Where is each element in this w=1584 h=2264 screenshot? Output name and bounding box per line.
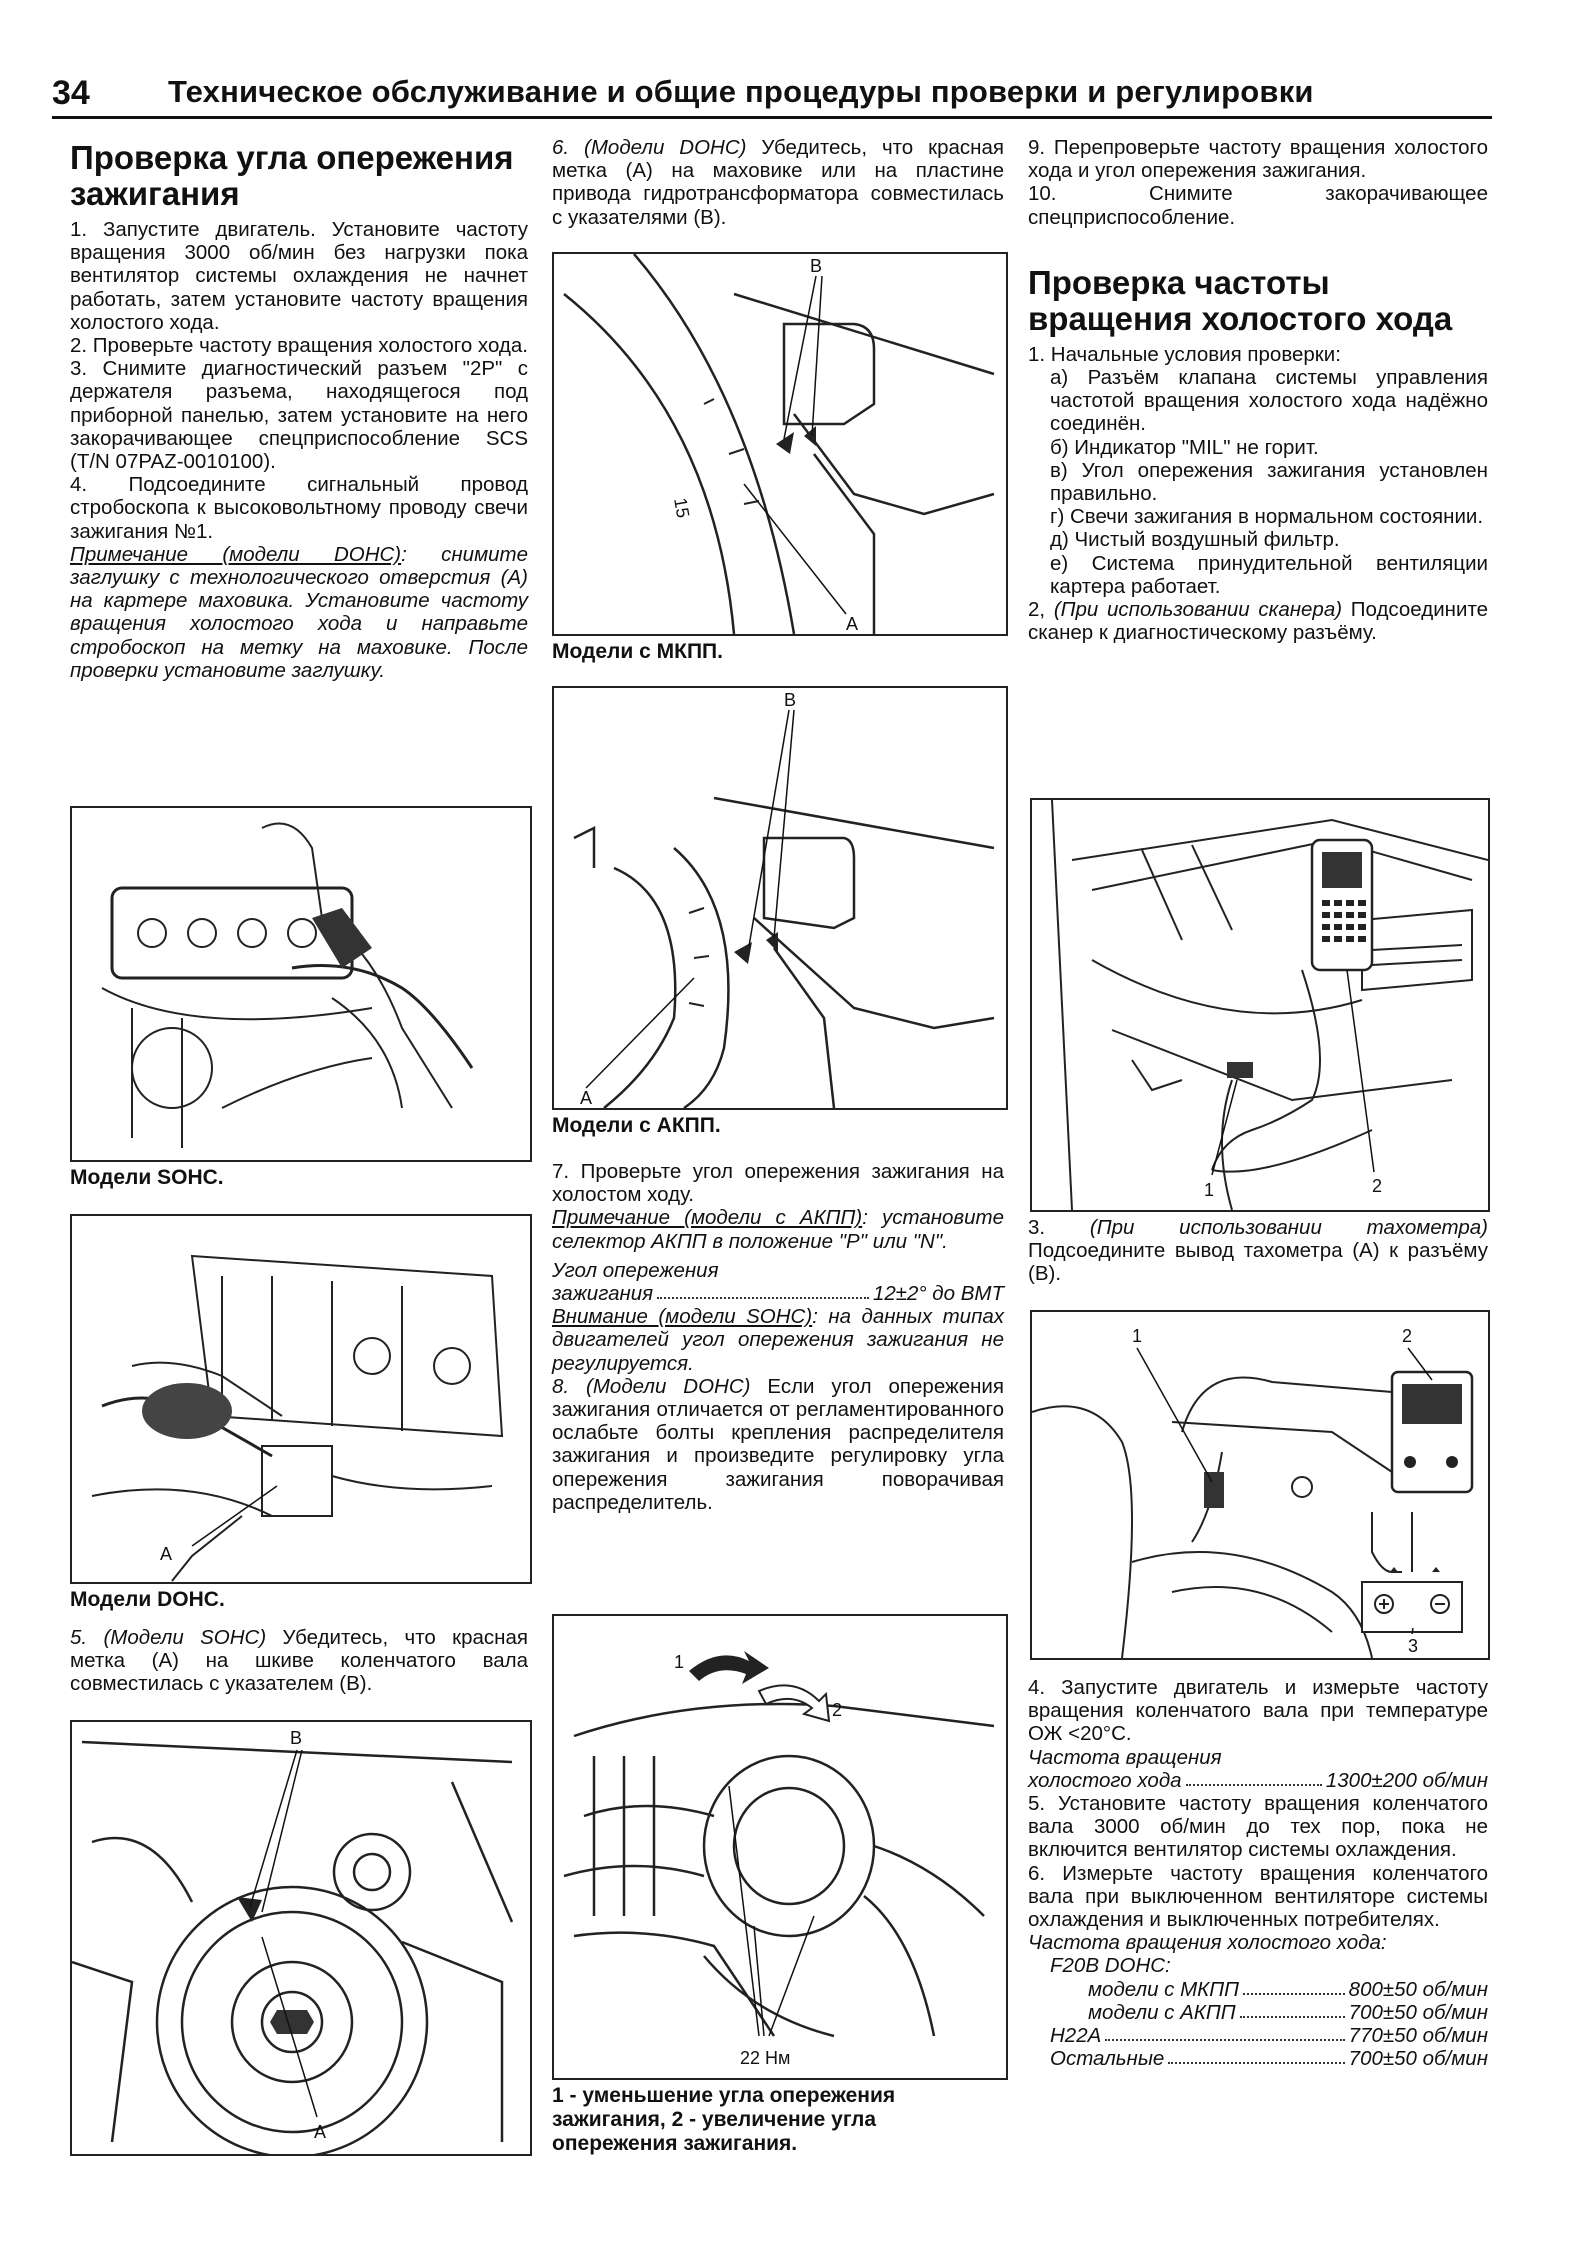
col2-warning-label: Внимание (модели SOHC) [552, 1305, 813, 1329]
col3-spec2-row-label: H22A [1050, 2024, 1102, 2048]
figure-flywheel-mt [552, 252, 1008, 636]
col3-step-10: 10. Снимите закорачивающее спецприспособление. [1028, 182, 1488, 229]
col2-note [552, 1206, 1004, 1252]
flywheel-mt-illustration [554, 254, 1006, 634]
at-label-a: A [580, 1088, 593, 1108]
col3-step-2-italic: (При использовании сканера) [1053, 598, 1343, 622]
figure-distributor-adjust [552, 1614, 1008, 2080]
tach-label-2: 2 [1402, 1326, 1413, 1346]
dist-label-2: 2 [832, 1700, 843, 1720]
col2-step-8-text: Если угол опережения зажигания отличается от регламентированного ослабьте болты крепления распределителя зажигания и произведите регулировку угла опережения зажигания поворачивая распределитель. [552, 1374, 1004, 1514]
col2-step-7: 7. Проверьте угол опережения зажигания на холостом ходу. [552, 1160, 1004, 1207]
column-3-text-bottom [1028, 1676, 1488, 2070]
col1-note-text: : снимите заглушку с технологического отверстия (А) на картере маховика. Установите частоту вращения холостого хода и направьте стробоскоп на метку на маховике. После проверки установите заглушку. [70, 542, 528, 682]
mt-label-a: A [846, 614, 859, 634]
mt-scale-label: 15 [670, 496, 694, 520]
col2-spec-label-2: зажигания [552, 1282, 654, 1306]
figure-dohc-caption: Модели DOHC. [70, 1588, 225, 1611]
dist-label-1: 1 [674, 1652, 685, 1672]
col1-step-1: 1. Запустите двигатель. Установите частоту вращения 3000 об/мин без нагрузки пока вентилятор системы охлаждения не начнет работать, затем установите частоту вращения холостого хода. [70, 218, 528, 334]
col3-condition-c: в) Угол опережения зажигания установлен правильно. [1050, 458, 1488, 506]
col3-spec2-row [1028, 2024, 1488, 2047]
col1-note-label: Примечание (модели DOHC) [70, 542, 402, 566]
col3-step-3-text: Подсоедините вывод тахометра (А) к разъёму (В). [1028, 1239, 1488, 1286]
figure-drive-plate-at [552, 686, 1008, 1110]
col3-condition-d: г) Свечи зажигания в нормальном состоянии. [1050, 505, 1484, 529]
col1-step-5 [70, 1626, 528, 1696]
col3-spec2-row [1028, 1978, 1488, 2001]
col1-step-4: 4. Подсоедините сигнальный провод стробоскопа к высоковольтному проводу свечи зажигания №1. [70, 473, 528, 543]
col3-spec1-row [1028, 1769, 1488, 1792]
col2-step-8-italic: 8. (Модели DOHC) [552, 1374, 751, 1398]
col3-spec2-row-label: модели с АКПП [1088, 2000, 1236, 2024]
col3-spec1-label-2: холостого хода [1028, 1768, 1182, 1792]
col3-spec2-row-label: Остальные [1050, 2047, 1165, 2071]
col3-step-2 [1028, 598, 1488, 644]
col3-spec1-value: 1300±200 об/мин [1325, 1768, 1488, 1792]
col3-conditions-intro: 1. Начальные условия проверки: [1028, 342, 1341, 366]
figure-distributor-caption: 1 - уменьшение угла опережения зажигания, 2 - увеличение угла опережения зажигания. [552, 2084, 896, 2155]
col3-spec1-label-1: Частота вращения [1028, 1745, 1222, 1769]
scanner-dashboard-illustration [1032, 800, 1488, 1210]
col3-step-3 [1028, 1216, 1488, 1286]
figure-sohc-strobe [70, 806, 532, 1162]
col3-condition-e: д) Чистый воздушный фильтр. [1050, 528, 1340, 552]
section-heading-idle-speed: Проверка частоты вращения холостого хода [1028, 263, 1453, 337]
col3-step-2-num: 2, [1028, 598, 1054, 622]
col2-step-6-text: Убедитесь, что красная метка (А) на маховике или на пластине привода гидротрансформатора совместилась с указателями (В). [552, 136, 1004, 229]
col3-spec2-row-value: 700±50 об/мин [1348, 2000, 1488, 2024]
col3-condition-f: е) Система принудительной вентиляции картера работает. [1050, 551, 1488, 598]
column-1-text [70, 140, 528, 682]
distributor-illustration [554, 1616, 1006, 2078]
col2-text-block [552, 1160, 1004, 1514]
tach-label-3: 3 [1408, 1636, 1419, 1656]
col3-step-9: 9. Перепроверьте частоту вращения холостого хода и угол опережения зажигания. [1028, 136, 1488, 183]
col3-step-2-text: Подсоедините сканер к диагностическому разъёму. [1028, 598, 1489, 645]
col1-step-2: 2. Проверьте частоту вращения холостого хода. [70, 334, 528, 358]
dohc-engine-illustration [72, 1216, 530, 1582]
section-heading-ignition-timing: Проверка угла опережения зажигания [70, 139, 514, 212]
col2-spec-row [552, 1282, 1004, 1305]
at-label-b: B [784, 690, 797, 710]
col1-note [70, 543, 528, 682]
col3-step-4: 4. Запустите двигатель и измерьте частоту вращения коленчатого вала при температуре ОЖ <20°С. [1028, 1676, 1488, 1746]
page-number: 34 [52, 74, 90, 112]
figure-dohc-strobe [70, 1214, 532, 1584]
crank-pulley-illustration [72, 1722, 530, 2154]
running-title: Техническое обслуживание и общие процедуры проверки и регулировки [168, 74, 1314, 109]
figure-mt-caption: Модели с МКПП. [552, 640, 723, 663]
col3-spec2-row [1028, 2047, 1488, 2070]
col3-step-6: 6. Измерьте частоту вращения коленчатого вала при выключенном вентиляторе системы охлаждения и выключенных потребителях. [1028, 1861, 1488, 1932]
col3-step-5: 5. Установите частоту вращения коленчатого вала 3000 об/мин до тех пор, пока не включится вентилятор системы охлаждения. [1028, 1792, 1488, 1862]
page-header [52, 72, 1492, 119]
col3-spec2-row-label: модели с МКПП [1088, 1977, 1239, 2001]
col3-spec2-row-value: 800±50 об/мин [1348, 1977, 1488, 2001]
col2-step-6-italic: 6. (Модели DOHC) [552, 136, 747, 159]
figure-crank-pulley [70, 1720, 532, 2156]
scanner-label-2: 2 [1372, 1176, 1383, 1196]
col1-step-5-italic: 5. (Модели SOHC) [70, 1626, 267, 1649]
col2-spec-label-1: Угол опережения [552, 1258, 719, 1282]
col2-spec-value: 12±2° до ВМТ [872, 1282, 1004, 1306]
col3-spec2-row [1028, 2001, 1488, 2024]
col3-condition-b: б) Индикатор "MIL" не горит. [1050, 435, 1319, 459]
pulley-label-a: A [314, 2122, 327, 2142]
col3-step-3-italic: (При использовании тахометра) [1089, 1216, 1489, 1239]
pulley-label-b: B [290, 1728, 303, 1748]
mt-label-b: B [810, 256, 823, 276]
col2-warning [552, 1305, 1004, 1375]
figure-at-caption: Модели с АКПП. [552, 1114, 721, 1137]
col2-step-8 [552, 1375, 1004, 1514]
col2-step-6-block [552, 136, 1004, 229]
col3-spec2-engine: F20B DOHC: [1050, 1954, 1171, 1978]
column-3-text-top [1028, 136, 1488, 644]
figure-sohc-caption: Модели SOHC. [70, 1166, 224, 1189]
col2-note-text: : установите селектор АКПП в положение "P" или "N". [552, 1206, 1004, 1253]
col3-condition-a: а) Разъём клапана системы управления частотой вращения холостого хода надёжно соединён. [1050, 366, 1488, 436]
col2-step-6 [552, 136, 1004, 229]
col2-note-label: Примечание (модели с АКПП) [552, 1206, 863, 1230]
sohc-engine-illustration [72, 808, 530, 1160]
col3-spec2-row-value: 700±50 об/мин [1348, 2047, 1488, 2071]
col1-step-5-block [70, 1626, 528, 1696]
dohc-label-a: A [160, 1544, 173, 1564]
dist-torque-label: 22 Нм [740, 2048, 791, 2068]
tach-label-1: 1 [1132, 1326, 1143, 1346]
col3-spec2-title: Частота вращения холостого хода: [1028, 1931, 1387, 1955]
col1-step-5-text: Убедитесь, что красная метка (А) на шкиве коленчатого вала совместилась с указателем (В). [70, 1626, 528, 1696]
col3-spec2-row-value: 770±50 об/мин [1348, 2024, 1488, 2048]
col3-step-3-block [1028, 1216, 1488, 1286]
col3-step-3-num: 3. [1028, 1216, 1090, 1239]
col1-step-3: 3. Снимите диагностический разъем "2P" с держателя разъема, находящегося под приборной панелью, затем установите на него закорачивающее спецприспособление SCS (T/N 07PAZ-0010100). [70, 357, 528, 474]
figure-scanner [1030, 798, 1490, 1212]
tachometer-illustration [1032, 1312, 1488, 1658]
col2-warning-text: : на данных типах двигателей угол опережения зажигания не регулируется. [552, 1305, 1004, 1375]
figure-tachometer [1030, 1310, 1490, 1660]
scanner-label-1: 1 [1204, 1180, 1215, 1200]
drive-plate-at-illustration [554, 688, 1006, 1108]
